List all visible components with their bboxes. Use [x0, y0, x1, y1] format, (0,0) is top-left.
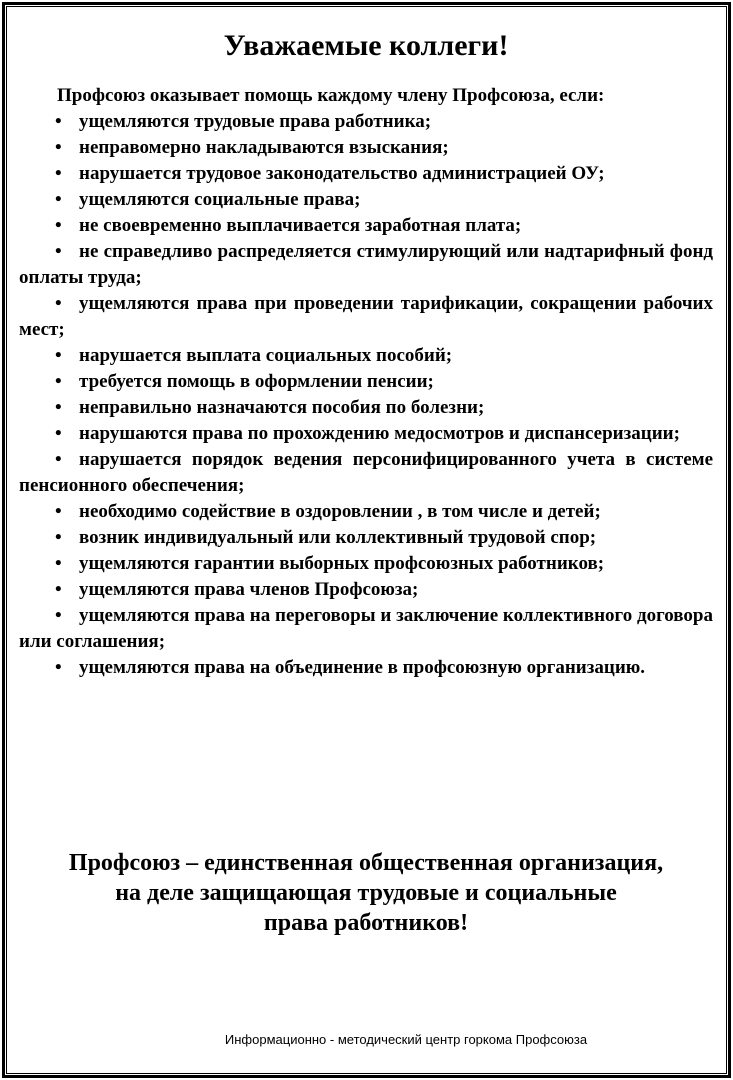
bullet-icon: • [55, 137, 62, 158]
list-item-text: нарушается трудовое законодательство администрацией ОУ; [79, 163, 605, 184]
bullet-icon: • [55, 371, 62, 392]
bullet-icon: • [55, 501, 62, 522]
bullet-icon: • [55, 293, 62, 314]
slogan-line: на деле защищающая трудовые и социальные [115, 880, 617, 906]
bullet-icon: • [55, 189, 62, 210]
list-item [19, 577, 713, 603]
bullet-icon: • [55, 215, 62, 236]
list-item-text: ущемляются права на объединение в профсоюзную организацию. [79, 657, 646, 678]
list-item [19, 109, 713, 135]
list-item [19, 291, 713, 343]
list-item [19, 343, 713, 369]
list-item [19, 239, 713, 291]
bullet-icon: • [55, 579, 62, 600]
issues-list [19, 109, 713, 681]
list-item-text: ущемляются гарантии выборных профсоюзных работников; [79, 553, 605, 574]
list-item [19, 395, 713, 421]
slogan-line: Профсоюз – единственная общественная организация, [68, 850, 664, 876]
bullet-icon: • [55, 397, 62, 418]
list-item-text: необходимо содействие в оздоровлении , в том числе и детей; [79, 501, 601, 522]
bullet-icon: • [55, 241, 62, 262]
footer-credit: Информационно - методический центр горкома Профсоюза [224, 1032, 588, 1047]
list-item-text: нарушается порядок ведения персонифицированного учета в системе пенсионного обеспечения; [19, 449, 713, 496]
bullet-icon: • [55, 163, 62, 184]
list-item [19, 187, 713, 213]
list-item [19, 447, 713, 499]
list-item-text: нарушаются права по прохождению медосмотров и диспансеризации; [79, 423, 680, 444]
list-item [19, 213, 713, 239]
page-title: Уважаемые коллеги! [223, 29, 509, 62]
list-item [19, 551, 713, 577]
list-item-text: ущемляются права на переговоры и заключение коллективного договора или соглашения; [19, 605, 713, 652]
bullet-icon: • [55, 423, 62, 444]
bullet-icon: • [55, 111, 62, 132]
list-item-text: возник индивидуальный или коллективный трудовой спор; [79, 527, 597, 548]
bullet-icon: • [55, 605, 62, 626]
list-item-text: нарушается выплата социальных пособий; [79, 345, 453, 366]
bullet-icon: • [55, 449, 62, 470]
list-item-text: требуется помощь в оформлении пенсии; [79, 371, 434, 392]
list-item [19, 655, 713, 681]
list-item [19, 525, 713, 551]
list-item-text: не справедливо распределяется стимулирующий или надтарифный фонд оплаты труда; [19, 241, 713, 288]
list-item-text: ущемляются права при проведении тарификации, сокращении рабочих мест; [19, 293, 713, 340]
list-item [19, 161, 713, 187]
intro-text: Профсоюз оказывает помощь каждому члену Профсоюза, если: [57, 85, 605, 106]
list-item-text: неправомерно накладываются взыскания; [79, 137, 449, 158]
list-item-text: неправильно назначаются пособия по болезни; [79, 397, 485, 418]
list-item [19, 499, 713, 525]
bullet-icon: • [55, 345, 62, 366]
list-item [19, 603, 713, 655]
slogan-line: права работников! [263, 910, 469, 936]
bullet-icon: • [55, 657, 62, 678]
list-item [19, 369, 713, 395]
list-item-text: ущемляются права членов Профсоюза; [79, 579, 419, 600]
document-body [19, 28, 713, 681]
list-item-text: ущемляются трудовые права работника; [79, 111, 432, 132]
bullet-icon: • [55, 527, 62, 548]
list-item-text: ущемляются социальные права; [79, 189, 361, 210]
bullet-icon: • [55, 553, 62, 574]
list-item [19, 421, 713, 447]
slogan [19, 848, 713, 938]
list-item [19, 135, 713, 161]
list-item-text: не своевременно выплачивается заработная плата; [79, 215, 522, 236]
